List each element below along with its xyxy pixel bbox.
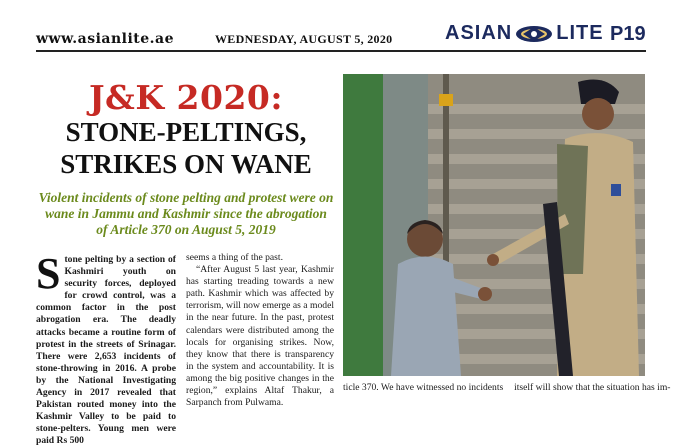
headline-line-2: STRIKES ON WANE: [60, 149, 312, 179]
column-1-text: tone pelting by a section of Kashmiri youth on security forces, deployed for crowd control, was a common factor in the post abrogation era. The deadly attacks became a routine form of protest in the streets of Srinagar. There were 2,653 incidents of stone-throwing in 2016. A probe by the National Investigating Agency in 2017 revealed that Pakistan routed money into the Kashmir Valley to be paid to stone-pelters. Young men were paid Rs 500: [36, 254, 176, 447]
page-number: P19: [610, 23, 646, 45]
issue-date: WEDNESDAY, AUGUST 5, 2020: [215, 32, 393, 46]
photo-illustration: [343, 74, 645, 376]
drop-cap: S: [36, 249, 61, 298]
logo-text-left: ASIAN: [445, 22, 513, 44]
column-2-paragraph-2: “After August 5 last year, Kashmir has starting treading towards a new path. Kashmir which was affected by terrorism, will now emerge as a model in the near future. In the past, protest calendars were distributed among the locals for organising strikes. Now, they know that there is transparency in the system and accountability. It is among the big positive changes in the region,” explains Altaf Thakur, a Sarpanch from Pulwama.: [186, 264, 334, 409]
article-headline: [36, 116, 336, 180]
continued-text-strip: [343, 382, 671, 394]
publication-logo: [445, 22, 604, 45]
body-column-2: [186, 252, 334, 409]
body-column-1: [36, 249, 176, 448]
headline-line-1: STONE-PELTINGS,: [65, 117, 307, 147]
column-4-fragment: itself will show that the situation has im-: [514, 382, 671, 393]
logo-text-right: LITE: [556, 22, 604, 44]
page-header: [0, 0, 681, 56]
article-kicker: J&K 2020:: [88, 78, 284, 117]
logo-emblem-icon: [514, 24, 554, 44]
site-url: www.asianlite.ae: [36, 31, 175, 47]
header-rule: [36, 50, 646, 52]
column-3-fragment: ticle 370. We have witnessed no incidents: [343, 382, 504, 393]
article-photo: [343, 74, 645, 376]
column-2-paragraph-1: seems a thing of the past.: [186, 252, 283, 263]
article-deck: Violent incidents of stone pelting and protest were on wane in Jammu and Kashmir since the abrogation of Article 370 on August 5, 2019: [38, 190, 334, 237]
